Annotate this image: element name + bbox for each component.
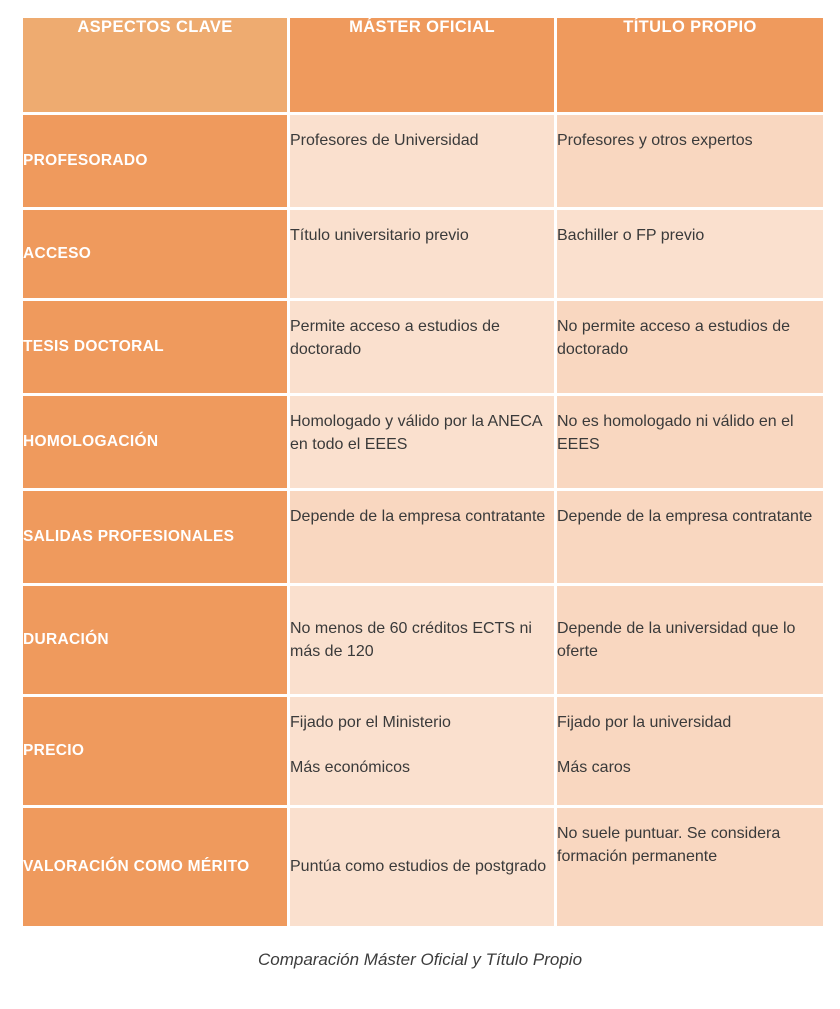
table-header-row xyxy=(23,18,823,112)
cell-text: Depende de la empresa contratante xyxy=(290,508,546,525)
cell-profesorado-oficial xyxy=(290,115,554,207)
cell-text: No es homologado ni válido en el EEES xyxy=(557,413,794,454)
cell-valoracion-propio xyxy=(557,808,823,926)
figure-caption: Comparación Máster Oficial y Título Propio xyxy=(257,950,583,969)
cell-duracion-oficial xyxy=(290,586,554,694)
cell-homologacion-oficial xyxy=(290,396,554,488)
row-label-text: TESIS DOCTORAL xyxy=(23,337,164,355)
row-label-text: PROFESORADO xyxy=(23,151,148,169)
row-label-text: SALIDAS PROFESIONALES xyxy=(23,527,235,545)
row-label-profesorado xyxy=(23,115,287,207)
row-label-text: PRECIO xyxy=(23,741,85,759)
cell-salidas-propio xyxy=(557,491,823,583)
cell-text: Profesores y otros expertos xyxy=(557,132,753,149)
row-label-homologacion xyxy=(23,396,287,488)
cell-text: Título universitario previo xyxy=(290,227,469,244)
row-label-precio xyxy=(23,697,287,805)
column-header-titulo-propio: TÍTULO PROPIO xyxy=(557,18,823,112)
table-row xyxy=(23,491,823,583)
table-row xyxy=(23,396,823,488)
cell-duracion-propio xyxy=(557,586,823,694)
row-label-text: ACCESO xyxy=(23,244,92,262)
cell-homologacion-propio xyxy=(557,396,823,488)
cell-text: Puntúa como estudios de postgrado xyxy=(290,858,547,876)
cell-text: Permite acceso a estudios de doctorado xyxy=(290,318,500,359)
column-header-master-oficial: MÁSTER OFICIAL xyxy=(290,18,554,112)
cell-acceso-oficial xyxy=(290,210,554,298)
cell-acceso-propio xyxy=(557,210,823,298)
table-row xyxy=(23,697,823,805)
cell-text: Depende de la empresa contratante xyxy=(557,508,813,525)
row-label-valoracion-como-merito xyxy=(23,808,287,926)
cell-text: No permite acceso a estudios de doctorado xyxy=(557,318,791,359)
cell-precio-oficial xyxy=(290,697,554,805)
cell-text: No menos de 60 créditos ECTS ni más de 120 xyxy=(290,619,532,660)
row-label-text: DURACIÓN xyxy=(23,630,109,648)
row-label-duracion xyxy=(23,586,287,694)
cell-profesorado-propio xyxy=(557,115,823,207)
row-label-salidas-profesionales xyxy=(23,491,287,583)
cell-salidas-oficial xyxy=(290,491,554,583)
cell-text-secondary: Más caros xyxy=(557,759,631,777)
table-row xyxy=(23,808,823,926)
table-header xyxy=(23,18,823,112)
row-label-text: VALORACIÓN COMO MÉRITO xyxy=(23,857,250,875)
table-row xyxy=(23,586,823,694)
cell-text: Profesores de Universidad xyxy=(290,132,479,149)
cell-text: Fijado por la universidad xyxy=(557,714,732,731)
cell-tesis-oficial xyxy=(290,301,554,393)
cell-text: Bachiller o FP previo xyxy=(557,227,705,244)
table-row xyxy=(23,301,823,393)
row-label-acceso xyxy=(23,210,287,298)
table-container xyxy=(20,15,820,929)
cell-tesis-propio xyxy=(557,301,823,393)
table-row xyxy=(23,115,823,207)
cell-valoracion-oficial xyxy=(290,808,554,926)
column-header-aspects: ASPECTOS CLAVE xyxy=(23,18,287,112)
row-label-tesis-doctoral xyxy=(23,301,287,393)
table-row xyxy=(23,210,823,298)
table-body xyxy=(23,115,823,926)
cell-text: Fijado por el Ministerio xyxy=(290,714,451,731)
comparison-table xyxy=(20,15,826,929)
cell-text: Depende de la universidad que lo oferte xyxy=(557,619,796,660)
cell-text-secondary: Más económicos xyxy=(290,759,411,777)
row-label-text: HOMOLOGACIÓN xyxy=(23,432,159,450)
cell-text: No suele puntuar. Se considera formación permanente xyxy=(557,825,781,866)
cell-precio-propio xyxy=(557,697,823,805)
cell-text: Homologado y válido por la ANECA en todo el EEES xyxy=(290,413,542,454)
